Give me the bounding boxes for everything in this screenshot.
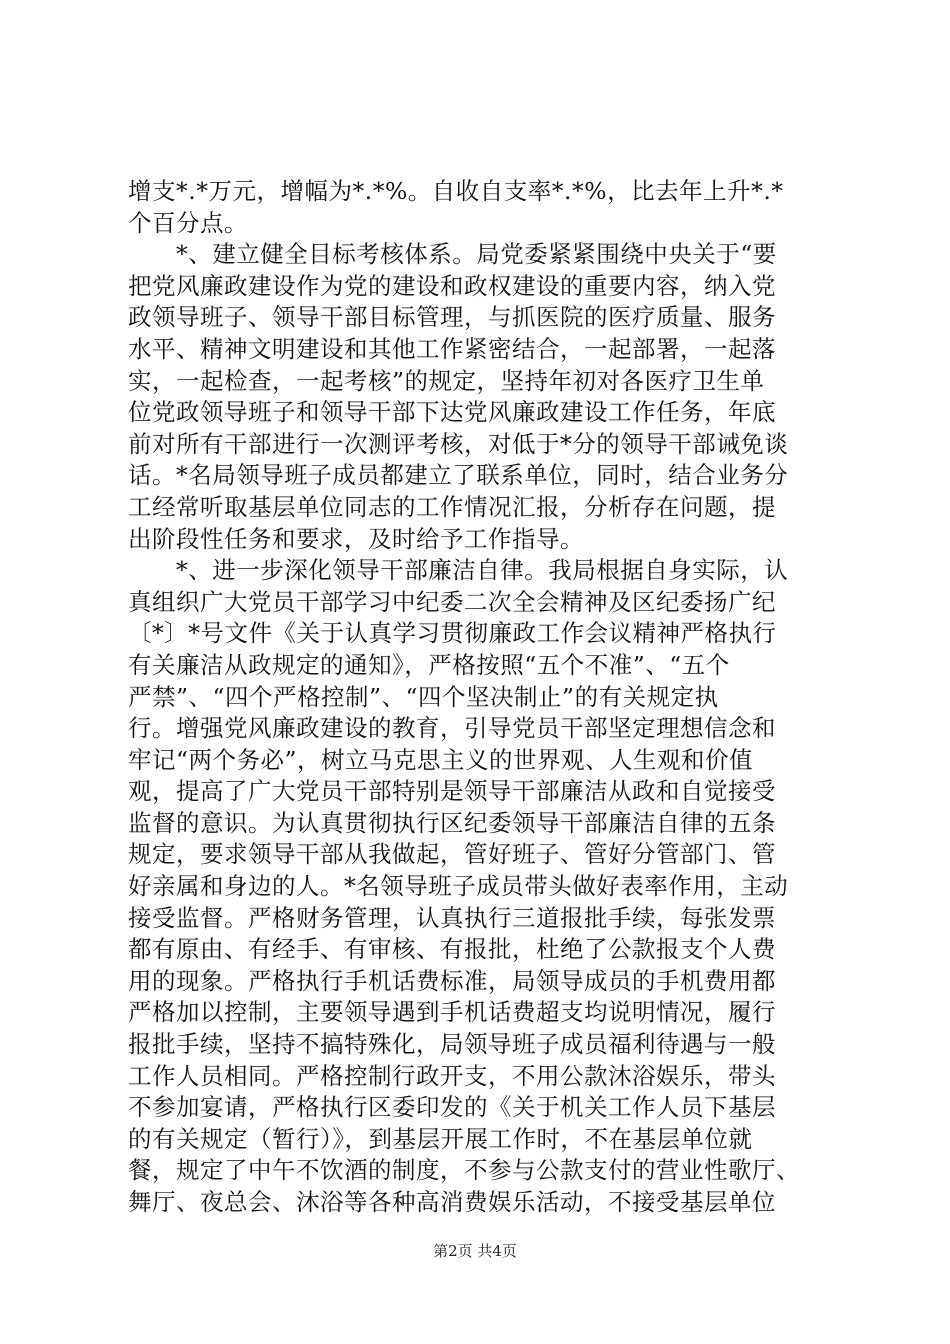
text-line: 的有关规定（暂行）》，到基层开展工作时，不在基层单位就 bbox=[128, 1124, 753, 1153]
text-line: *、建立健全目标考核体系。局党委紧紧围绕中央关于“要 bbox=[128, 240, 777, 269]
text-line: 工作人员相同。严格控制行政开支，不用公款沐浴娱乐，带头 bbox=[128, 1061, 776, 1090]
text-line: 严格加以控制，主要领导遇到手机话费超支均说明情况，履行 bbox=[128, 998, 776, 1027]
text-line: 规定，要求领导干部从我做起，管好班子、管好分管部门、管 bbox=[128, 840, 776, 869]
text-line: 监督的意识。为认真贯彻执行区纪委领导干部廉洁自律的五条 bbox=[128, 808, 776, 837]
text-line: 接受监督。严格财务管理，认真执行三道报批手续，每张发票 bbox=[128, 903, 776, 932]
text-line: 实，一起检查，一起考核”的规定，坚持年初对各医疗卫生单 bbox=[128, 366, 765, 395]
text-line: 个百分点。 bbox=[128, 208, 248, 237]
text-line: 前对所有干部进行一次测评考核，对低于*分的领导干部诫免谈 bbox=[128, 429, 789, 458]
text-line: 牢记“两个务必”，树立马克思主义的世界观、人生观和价值 bbox=[128, 745, 754, 774]
text-line: 舞厅、夜总会、沐浴等各种高消费娱乐活动，不接受基层单位 bbox=[128, 1188, 776, 1216]
text-line: 严禁”、“四个严格控制”、“四个坚决制止”的有关规定执 bbox=[128, 682, 719, 711]
text-line: 〔*〕*号文件《关于认真学习贯彻廉政工作会议精神严格执行 bbox=[128, 619, 777, 648]
text-line: 把党风廉政建设作为党的建设和政权建设的重要内容，纳入党 bbox=[128, 271, 776, 300]
text-line: 报批手续，坚持不搞特殊化，局领导班子成员福利待遇与一般 bbox=[128, 1030, 776, 1059]
text-line: 用的现象。严格执行手机话费标准，局领导成员的手机费用都 bbox=[128, 966, 776, 995]
text-line: 好亲属和身边的人。*名领导班子成员带头做好表率作用，主动 bbox=[128, 872, 789, 901]
text-line: 增支*.*万元，增幅为*.*%。自收自支率*.*%，比去年上升*.* bbox=[128, 177, 784, 205]
text-line: 不参加宴请，严格执行区委印发的《关于机关工作人员下基层 bbox=[128, 1093, 776, 1122]
text-line: 话。*名局领导班子成员都建立了联系单位，同时，结合业务分 bbox=[128, 461, 789, 490]
text-line: 行。增强党风廉政建设的教育，引导党员干部坚定理想信念和 bbox=[128, 714, 776, 743]
text-line: 出阶段性任务和要求，及时给予工作指导。 bbox=[128, 524, 584, 553]
text-line: 水平、精神文明建设和其他工作紧密结合，一起部署，一起落 bbox=[128, 334, 776, 363]
text-line: 政领导班子、领导干部目标管理，与抓医院的医疗质量、服务 bbox=[128, 303, 776, 332]
text-line: 位党政领导班子和领导干部下达党风廉政建设工作任务，年底 bbox=[128, 398, 776, 427]
text-line: *、进一步深化领导干部廉洁自律。我局根据自身实际，认 bbox=[128, 556, 789, 585]
text-line: 有关廉洁从政规定的通知》，严格按照“五个不准”、“五个 bbox=[128, 650, 730, 679]
document-body bbox=[128, 176, 828, 1219]
text-line: 真组织广大党员干部学习中纪委二次全会精神及区纪委扬广纪 bbox=[128, 587, 776, 616]
text-line: 观，提高了广大党员干部特别是领导干部廉洁从政和自觉接受 bbox=[128, 777, 776, 806]
page-number: 第2页 共4页 bbox=[433, 1242, 517, 1260]
text-line: 餐，规定了中午不饮酒的制度，不参与公款支付的营业性歌厅、 bbox=[128, 1156, 800, 1185]
text-line: 工经常听取基层单位同志的工作情况汇报，分析存在问题，提 bbox=[128, 492, 776, 521]
text-line: 都有原由、有经手、有审核、有报批，杜绝了公款报支个人费 bbox=[128, 935, 776, 964]
